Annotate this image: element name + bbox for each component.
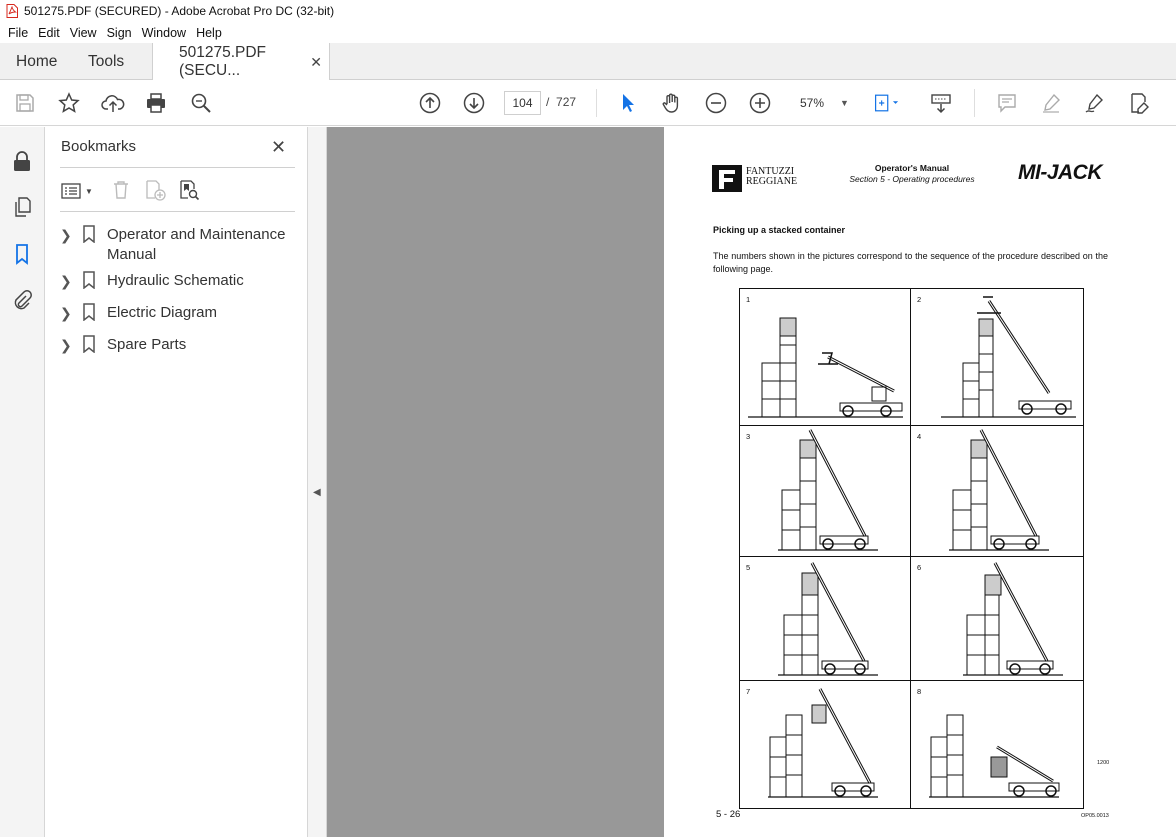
menu-window[interactable]: Window	[141, 25, 187, 40]
figure-number: 8	[917, 687, 922, 696]
bookmark-label: Hydraulic Schematic	[107, 272, 244, 289]
chevron-right-icon[interactable]: ❯	[60, 305, 72, 321]
figure-cell	[740, 681, 911, 809]
logo-text-line: REGGIANE	[746, 176, 798, 187]
lock-icon[interactable]	[10, 149, 34, 173]
bookmark-label: Electric Diagram	[107, 304, 218, 321]
tab-tools[interactable]: Tools	[88, 52, 125, 70]
stacker-illustration	[911, 681, 1084, 809]
panel-collapse-handle[interactable]	[308, 127, 327, 837]
fantuzzi-logo	[712, 165, 742, 192]
page-number: 5 - 26	[716, 809, 741, 820]
bookmark-item[interactable]	[60, 271, 244, 291]
bookmarks-title: Bookmarks	[61, 138, 137, 155]
figure-cell	[911, 681, 1084, 809]
menu-file[interactable]: File	[8, 25, 29, 40]
upload-cloud-icon[interactable]	[100, 90, 126, 116]
bookmark-star-icon[interactable]	[56, 90, 82, 116]
bookmark-icon	[82, 271, 96, 289]
mi-jack-logo: MI-JACK	[1018, 161, 1102, 184]
stacker-illustration	[740, 557, 911, 681]
document-viewer[interactable]	[327, 127, 1176, 837]
page-total: 727	[556, 95, 577, 109]
figure-number: 7	[746, 687, 751, 696]
fit-page-icon[interactable]	[873, 90, 899, 116]
zoom-search-icon[interactable]	[188, 90, 214, 116]
bookmark-icon	[82, 335, 96, 353]
stacker-illustration	[740, 681, 911, 809]
find-bookmark-icon[interactable]	[178, 179, 200, 204]
tab-document-label: 501275.PDF (SECU...	[179, 44, 267, 79]
section-body: The numbers shown in the pictures correspond to the sequence of the procedure described on the following page.	[713, 251, 1108, 274]
menu-edit[interactable]: Edit	[38, 25, 60, 40]
hand-tool-icon[interactable]	[659, 90, 685, 116]
draw-sign-icon[interactable]	[1082, 90, 1108, 116]
toolbar-divider	[596, 89, 597, 117]
divider	[60, 167, 295, 168]
delete-bookmark-icon[interactable]	[112, 180, 130, 203]
select-cursor-icon[interactable]	[615, 90, 641, 116]
bookmarks-panel	[45, 127, 308, 837]
figure-cell	[740, 426, 911, 557]
toolbar	[0, 80, 1176, 126]
manual-header	[824, 163, 1000, 185]
tab-document[interactable]	[152, 43, 330, 81]
bookmark-item[interactable]	[60, 335, 186, 355]
new-bookmark-icon[interactable]	[144, 179, 166, 204]
page-separator: /	[546, 95, 550, 109]
pdf-file-icon	[6, 4, 18, 18]
figure-number: 6	[917, 563, 922, 572]
divider	[60, 211, 295, 212]
zoom-level-value: 57%	[800, 96, 825, 110]
edit-pdf-icon[interactable]	[1126, 90, 1152, 116]
figure-cell	[740, 557, 911, 681]
stacker-illustration	[740, 426, 911, 557]
chevron-right-icon[interactable]: ❯	[60, 227, 72, 243]
manual-title: Operator's Manual	[874, 163, 950, 173]
tab-bar	[0, 43, 1176, 80]
figure-cell	[911, 557, 1084, 681]
stacker-illustration	[911, 289, 1084, 426]
bookmark-options-icon[interactable]	[61, 182, 93, 200]
figure-number: 1	[746, 295, 751, 304]
section-title: Picking up a stacked container	[713, 225, 846, 235]
figure-number: 2	[917, 295, 922, 304]
previous-page-icon[interactable]	[417, 90, 443, 116]
bookmarks-panel-icon[interactable]	[10, 242, 34, 266]
figure-cell	[911, 426, 1084, 557]
close-tab-icon[interactable]: ✕	[310, 53, 322, 70]
print-icon[interactable]	[143, 90, 169, 116]
bookmark-icon	[82, 303, 96, 321]
figure-number: 4	[917, 432, 922, 441]
comment-icon[interactable]	[994, 90, 1020, 116]
footer-code: OP05.0013	[1081, 813, 1109, 819]
chevron-right-icon[interactable]: ❯	[60, 337, 72, 353]
zoom-out-icon[interactable]	[703, 90, 729, 116]
tab-home[interactable]: Home	[16, 52, 58, 70]
zoom-in-icon[interactable]	[747, 90, 773, 116]
stacker-illustration	[911, 426, 1084, 557]
menu-sign[interactable]: Sign	[106, 25, 132, 40]
page-number-input[interactable]: 104	[504, 91, 541, 115]
procedure-figure-grid	[739, 288, 1084, 809]
manual-section: Section 5 - Operating procedures	[849, 174, 975, 184]
chevron-right-icon[interactable]: ❯	[60, 273, 72, 289]
figure-cell	[740, 289, 911, 426]
bookmark-label: Spare Parts	[107, 336, 187, 353]
bookmark-icon	[82, 225, 96, 243]
title-bar	[0, 0, 1176, 22]
page-thumbnails-icon[interactable]	[10, 195, 34, 219]
next-page-icon[interactable]	[461, 90, 487, 116]
chevron-left-icon[interactable]: ◀	[313, 487, 321, 498]
highlight-pen-icon[interactable]	[1038, 90, 1064, 116]
chevron-down-icon: ▼	[85, 186, 93, 196]
figure-number: 5	[746, 563, 751, 572]
menu-bar	[0, 22, 1176, 43]
zoom-level-dropdown[interactable]	[790, 91, 852, 115]
stacker-illustration	[911, 557, 1084, 681]
bookmark-label: Operator and Maintenance Manual	[107, 226, 286, 263]
pdf-page	[664, 127, 1176, 837]
close-icon[interactable]: ✕	[271, 137, 287, 157]
figure-number: 3	[746, 432, 751, 441]
stacker-illustration	[740, 289, 911, 426]
figure-code: 1200	[1097, 760, 1110, 766]
toolbar-divider	[974, 89, 975, 117]
scrolling-mode-icon[interactable]	[928, 90, 954, 116]
figure-cell	[911, 289, 1084, 426]
menu-help[interactable]: Help	[196, 25, 222, 40]
bookmark-item[interactable]	[60, 225, 297, 265]
chevron-down-icon: ▼	[840, 98, 849, 108]
bookmarks-toolbar	[61, 179, 200, 203]
page-count-text	[546, 95, 576, 109]
attachments-icon[interactable]	[10, 288, 34, 312]
logo-text-line: FANTUZZI	[746, 166, 795, 177]
bookmark-item[interactable]	[60, 303, 217, 323]
save-icon[interactable]	[12, 90, 38, 116]
navigation-rail	[0, 127, 45, 837]
menu-view[interactable]: View	[69, 25, 97, 40]
logo-text	[746, 167, 797, 187]
window-title: 501275.PDF (SECURED) - Adobe Acrobat Pro DC (32-bit)	[24, 4, 335, 18]
